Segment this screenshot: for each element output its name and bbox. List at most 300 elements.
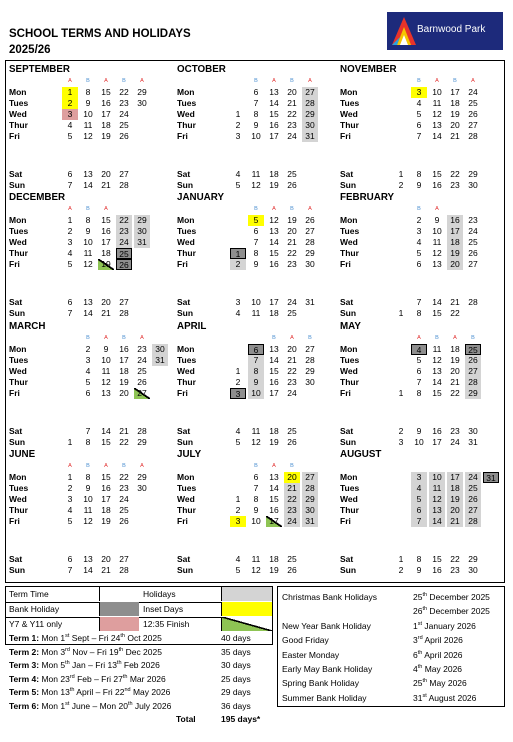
day-label: Sun [177,437,194,447]
date-cell: 11 [83,505,93,515]
date-cell: 21 [119,426,129,436]
date-cell: 3 [411,87,427,98]
week-type-label: A [68,463,72,469]
day-label: Sat [340,426,354,436]
date-cell: 30 [137,98,147,108]
date-cell: 10 [432,87,442,97]
date-cell: 24 [465,472,481,483]
term-name: Term 4: [9,673,40,684]
date-cell: 25 [119,120,129,130]
month-july [174,446,334,574]
day-label: Wed [340,109,358,119]
date-cell: 2 [62,98,78,109]
date-cell: 19 [269,565,279,575]
date-cell: 22 [284,494,300,505]
day-label: Thur [9,505,28,515]
date-cell: 25 [287,426,297,436]
date-cell: 14 [101,426,111,436]
day-label: Sun [340,437,357,447]
date-cell: 9 [85,483,91,493]
date-cell: 2 [85,344,91,354]
date-cell: 6 [253,87,259,97]
date-cell: 12 [101,377,111,387]
date-cell: 3 [230,388,246,399]
date-cell: 15 [269,248,279,258]
date-cell: 25 [465,483,481,494]
date-cell: 21 [450,131,460,141]
date-cell: 22 [287,366,297,376]
date-cell: 5 [67,516,73,526]
bank-holiday-name: Summer Bank Holiday [282,692,367,703]
week-type-label: A [68,206,72,212]
day-label: Fri [177,131,188,141]
date-rest: April 2026 [422,635,463,646]
date-cell: 3 [235,297,241,307]
day-label: Mon [9,215,27,225]
term-name: Term 5: [9,687,40,697]
week-type-label: A [140,335,144,341]
date-cell: 29 [137,472,147,482]
week-type-label: A [435,206,439,212]
date-cell: 31 [468,437,478,447]
date-cell: 5 [85,377,91,387]
date-cell: 25 [287,169,297,179]
date-cell: 21 [447,516,463,527]
date-cell: 1 [398,308,404,318]
date-cell: 29 [305,366,315,376]
day-label: Sat [340,297,354,307]
date-cell: 24 [284,516,300,527]
day-label: Fri [340,259,351,269]
date-cell: 18 [101,120,111,130]
date-cell: 25 [468,237,478,247]
date-cell: 28 [468,297,478,307]
date-cell: 27 [119,297,129,307]
date-cell: 17 [119,355,129,365]
date-cell: 11 [251,554,261,564]
term-days: 36 days [221,700,251,711]
date-cell: 8 [416,554,422,564]
date-cell: 23 [119,98,129,108]
date-cell: 19 [447,248,463,259]
date-cell: 26 [116,259,132,270]
date-cell: 26 [465,355,481,366]
date-cell: 20 [101,297,111,307]
date-cell: 27 [468,120,478,130]
date-cell: 9 [434,215,440,225]
day-label: Sat [9,554,23,564]
term-start: Mon 1 [41,700,66,711]
date-cell: 12 [83,516,93,526]
date-cell: 8 [416,308,422,318]
date-cell: 7 [248,355,264,366]
legend-inset-days: Inset Days [143,604,184,614]
day-label: Thur [9,120,28,130]
bank-holiday-name: New Year Bank Holiday [282,620,371,631]
date-cell: 1 [230,248,246,259]
date-cell: 11 [251,308,261,318]
day-label: Mon [177,472,195,482]
date-day: 25 [413,592,423,602]
date-cell: 2 [67,483,73,493]
date-cell: 5 [248,215,264,226]
date-cell: 28 [302,483,318,494]
date-cell: 22 [450,169,460,179]
month-name: SEPTEMBER [9,64,70,75]
date-rest: August 2026 [426,692,477,703]
date-cell: 8 [416,169,422,179]
date-cell: 3 [235,131,241,141]
date-cell: 14 [83,565,93,575]
day-label: Thur [177,505,196,515]
date-cell: 3 [398,437,404,447]
date-cell: 20 [101,554,111,564]
date-cell: 6 [67,169,73,179]
date-cell: 1 [235,366,241,376]
date-cell: 23 [287,120,297,130]
date-cell: 24 [137,355,147,365]
date-cell: 20 [450,120,460,130]
term-name: Term 2: [9,646,40,657]
date-cell: 9 [416,180,422,190]
day-label: Sun [9,308,26,318]
date-cell: 14 [432,377,442,387]
day-label: Fri [177,516,188,526]
bank-holiday-name: Easter Monday [282,649,340,660]
date-cell: 30 [468,565,478,575]
date-cell: 13 [83,169,93,179]
date-cell: 4 [416,237,422,247]
day-label: Mon [9,87,27,97]
date-cell: 11 [432,344,442,354]
date-cell: 19 [98,259,114,270]
date-cell: 5 [416,355,422,365]
date-cell: 9 [416,565,422,575]
date-cell: 23 [450,180,460,190]
date-cell: 4 [67,248,73,258]
date-cell: 23 [284,505,300,516]
date-cell: 4 [411,483,427,494]
ordinal: th [118,646,124,653]
date-cell: 27 [305,344,315,354]
term-days: 35 days [221,646,251,657]
day-label: Tues [177,355,197,365]
date-cell: 10 [101,355,111,365]
date-cell: 11 [429,483,445,494]
date-cell: 18 [101,248,111,258]
week-type-label: B [254,206,258,212]
date-cell: 23 [287,377,297,387]
term-end: May 2026 [130,687,171,697]
date-cell: 1 [67,437,73,447]
term-row [9,646,271,659]
date-cell: 17 [269,388,279,398]
date-cell: 15 [269,366,279,376]
date-cell: 1 [67,215,73,225]
date-cell: 1 [398,554,404,564]
day-label: Fri [9,516,20,526]
date-cell: 24 [119,494,129,504]
inset-days-swatch [221,602,272,616]
date-cell: 29 [468,169,478,179]
date-cell: 24 [468,226,478,236]
day-label: Mon [340,215,358,225]
date-cell: 13 [432,120,442,130]
date-cell: 23 [116,226,132,237]
date-cell: 15 [432,554,442,564]
date-cell: 16 [101,98,111,108]
day-label: Sat [177,169,191,179]
day-label: Wed [340,366,358,376]
date-cell: 2 [398,426,404,436]
day-label: Wed [9,366,27,376]
date-cell: 4 [411,344,427,355]
day-label: Sun [9,180,26,190]
date-cell: 20 [101,169,111,179]
date-cell: 17 [101,494,111,504]
date-cell: 18 [450,344,460,354]
date-cell: 27 [465,505,481,516]
date-day: 25 [413,678,423,689]
date-cell: 4 [235,554,241,564]
week-type-label: B [435,335,439,341]
date-cell: 12 [251,180,261,190]
date-cell: 12 [83,131,93,141]
day-label: Fri [340,516,351,526]
day-label: Sun [177,180,194,190]
ordinal: rd [65,646,70,653]
date-cell: 15 [101,472,111,482]
month-name: JULY [177,449,202,460]
date-cell: 8 [85,472,91,482]
date-cell: 30 [468,426,478,436]
date-cell: 29 [137,87,147,97]
day-label: Mon [340,87,358,97]
day-label: Sat [9,426,23,436]
date-cell: 9 [253,259,259,269]
day-label: Thur [177,248,196,258]
date-cell: 3 [62,109,78,120]
date-cell: 19 [269,180,279,190]
date-cell: 2 [235,505,241,515]
date-cell: 26 [137,377,147,387]
day-label: Mon [9,344,27,354]
month-name: JANUARY [177,192,224,203]
month-august [337,446,497,574]
date-cell: 5 [235,180,241,190]
date-cell: 29 [134,215,150,226]
month-june [6,446,166,574]
legend-term-time: Term Time [9,589,49,599]
date-cell: 12 [432,248,442,258]
day-label: Sat [9,297,23,307]
date-cell: 14 [83,180,93,190]
day-label: Wed [340,494,358,504]
term-start: Mon 5 [41,660,66,670]
date-cell: 2 [416,215,422,225]
day-label: Wed [9,237,27,247]
date-cell: 16 [101,226,111,236]
day-label: Thur [177,377,196,387]
date-cell: 10 [429,472,445,483]
date-cell: 29 [468,554,478,564]
date-cell: 9 [103,344,109,354]
date-day: 31 [413,692,423,703]
week-type-label: A [435,78,439,84]
day-label: Sun [340,565,357,575]
day-label: Wed [177,109,195,119]
day-label: Sun [340,308,357,318]
date-cell: 6 [85,388,91,398]
date-cell: 17 [447,472,463,483]
date-cell: 27 [134,388,150,399]
date-cell: 30 [305,377,315,387]
term-end: July 2026 [132,700,172,711]
term-start: Mon 3 [41,646,66,657]
date-cell: 11 [251,426,261,436]
date-cell: 8 [85,437,91,447]
date-cell: 8 [253,494,259,504]
bank-holiday-date [413,648,463,662]
total-days: 195 days* [221,714,261,724]
day-label: Sat [340,169,354,179]
month-april [174,318,334,446]
term-days: 25 days [221,673,251,684]
date-cell: 29 [137,437,147,447]
date-cell: 17 [269,131,279,141]
date-cell: 24 [287,388,297,398]
day-label: Mon [340,472,358,482]
date-cell: 8 [416,388,422,398]
day-label: Sun [9,437,26,447]
date-cell: 8 [85,215,91,225]
week-type-label: A [104,335,108,341]
term-name: Term 3: [9,660,40,670]
date-cell: 5 [67,259,73,269]
week-type-label: B [86,463,90,469]
term-name: Term 6: [9,700,40,711]
date-cell: 28 [468,131,478,141]
date-cell: 23 [468,215,478,225]
date-cell: 7 [411,516,427,527]
date-cell: 28 [305,237,315,247]
month-march [6,318,166,446]
date-cell: 2 [67,226,73,236]
bank-holiday-row [282,691,504,705]
term-days: 30 days [221,660,251,670]
date-cell: 28 [119,308,129,318]
school-year: 2025/26 [9,44,51,56]
ordinal: th [422,678,428,685]
legend-row [6,617,272,631]
day-label: Sat [9,169,23,179]
day-label: Fri [9,131,20,141]
date-cell: 25 [137,366,147,376]
date-cell: 26 [305,215,315,225]
date-cell: 10 [248,388,264,399]
week-type-label: B [308,335,312,341]
bank-holiday-date [413,691,476,705]
week-type-label: A [272,463,276,469]
date-cell: 21 [287,98,297,108]
date-cell: 14 [432,131,442,141]
legend-row [6,587,272,603]
date-cell: 29 [302,109,318,120]
date-cell: 16 [432,180,442,190]
date-cell: 10 [414,437,424,447]
date-cell: 1 [67,472,73,482]
date-cell: 16 [119,344,129,354]
date-cell: 6 [248,344,264,355]
date-cell: 14 [429,516,445,527]
legend-row [6,602,272,618]
date-cell: 19 [287,215,297,225]
calendar-grid [5,60,505,583]
date-cell: 15 [269,109,279,119]
day-label: Sat [177,426,191,436]
date-cell: 12 [432,109,442,119]
day-label: Sun [177,565,194,575]
ordinal: rd [69,673,75,680]
month-may [337,318,497,446]
date-cell: 5 [235,565,241,575]
day-label: Sun [177,308,194,318]
day-label: Thur [9,377,28,387]
date-cell: 11 [432,98,442,108]
date-cell: 1 [235,109,241,119]
bank-holiday-row [282,619,504,633]
date-cell: 9 [253,505,259,515]
day-label: Mon [177,87,195,97]
date-cell: 16 [447,215,463,226]
date-cell: 30 [468,180,478,190]
day-label: Tues [9,98,29,108]
date-cell: 14 [269,237,279,247]
date-cell: 18 [119,366,129,376]
date-cell: 23 [450,565,460,575]
school-logo [387,12,503,50]
date-cell: 29 [465,388,481,399]
month-name: AUGUST [340,449,382,460]
date-cell: 31 [302,131,318,142]
week-type-label: B [122,463,126,469]
month-october [174,61,334,189]
date-cell: 19 [450,109,460,119]
date-cell: 26 [287,180,297,190]
date-cell: 6 [67,554,73,564]
date-cell: 21 [101,180,111,190]
date-cell: 20 [287,87,297,97]
day-label: Tues [177,483,197,493]
date-cell: 7 [253,98,259,108]
date-cell: 11 [83,248,93,258]
date-cell: 21 [450,377,460,387]
date-cell: 20 [287,226,297,236]
date-cell: 10 [83,237,93,247]
date-cell: 18 [447,483,463,494]
term-mid: April – Fri 22 [74,687,125,697]
date-cell: 18 [101,505,111,515]
date-cell: 16 [269,120,279,130]
date-cell: 23 [287,259,297,269]
date-cell: 10 [251,131,261,141]
date-cell: 22 [119,437,129,447]
day-label: Fri [177,259,188,269]
date-cell: 7 [85,426,91,436]
date-cell: 4 [67,505,73,515]
date-day: 6 [413,649,418,660]
week-type-label: B [417,78,421,84]
